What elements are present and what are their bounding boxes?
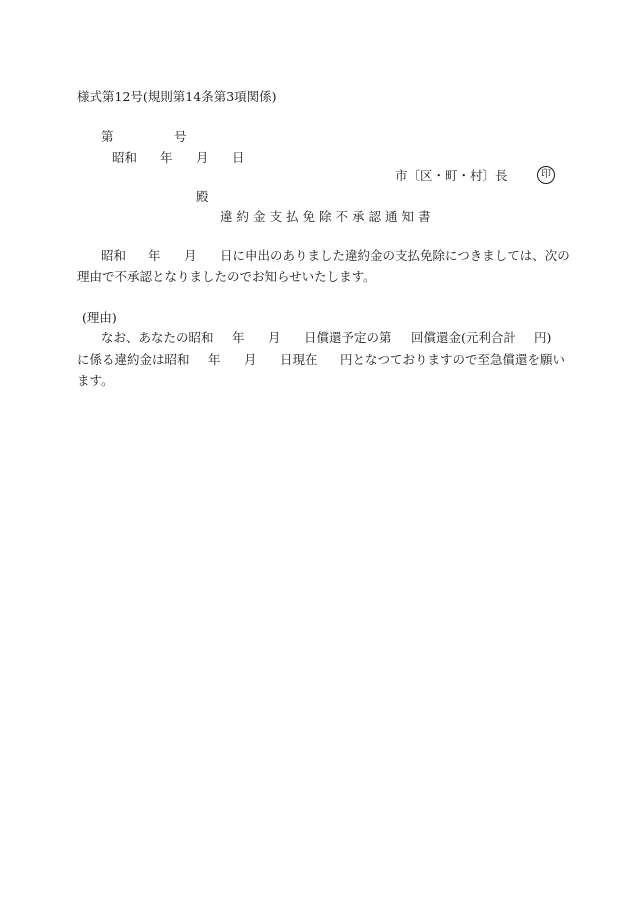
- p2-lead: なお、あなたの昭和: [101, 330, 214, 345]
- date-month: 月: [196, 150, 209, 165]
- p2-yen: 円): [534, 330, 552, 345]
- p2-line2-year: 年: [208, 352, 221, 367]
- p2-mid: 日償還予定の第: [304, 330, 392, 345]
- number-prefix: 第: [101, 129, 114, 144]
- date-era: 昭和: [112, 150, 138, 165]
- p1-month: 月: [184, 248, 197, 263]
- p2-line2-month: 月: [244, 352, 257, 367]
- p2-times: 回償還金(元利合計: [411, 330, 516, 345]
- p1-year: 年: [148, 248, 161, 263]
- reason-label: (理由): [82, 310, 117, 325]
- p1-text: 日に申出のありました違約金の支払免除につきましては、次の: [220, 248, 570, 263]
- issuer-title: 市〔区・町・村〕長: [395, 168, 508, 183]
- seal-mark: 印: [537, 166, 555, 184]
- p1-era: 昭和: [101, 248, 127, 263]
- p2-line2-mid: 日現在: [280, 352, 318, 367]
- document-title: 違約金支払免除不承認通知書: [220, 209, 435, 224]
- p2-month: 月: [268, 330, 281, 345]
- number-suffix: 号: [174, 129, 187, 144]
- date-year: 年: [160, 150, 173, 165]
- p2-line2-lead: に係る違約金は昭和: [77, 352, 190, 367]
- date-day: 日: [232, 150, 245, 165]
- form-reference: 様式第12号(規則第14条第3項関係): [77, 89, 277, 104]
- p2-line2-rest: 円となつておりますので至急償還を願い: [340, 352, 566, 367]
- p2-year: 年: [232, 330, 245, 345]
- p2-line3: ます。: [77, 373, 114, 388]
- addressee-suffix: 殿: [196, 189, 209, 204]
- p1-line2: 理由で不承認となりましたのでお知らせいたします。: [77, 269, 376, 284]
